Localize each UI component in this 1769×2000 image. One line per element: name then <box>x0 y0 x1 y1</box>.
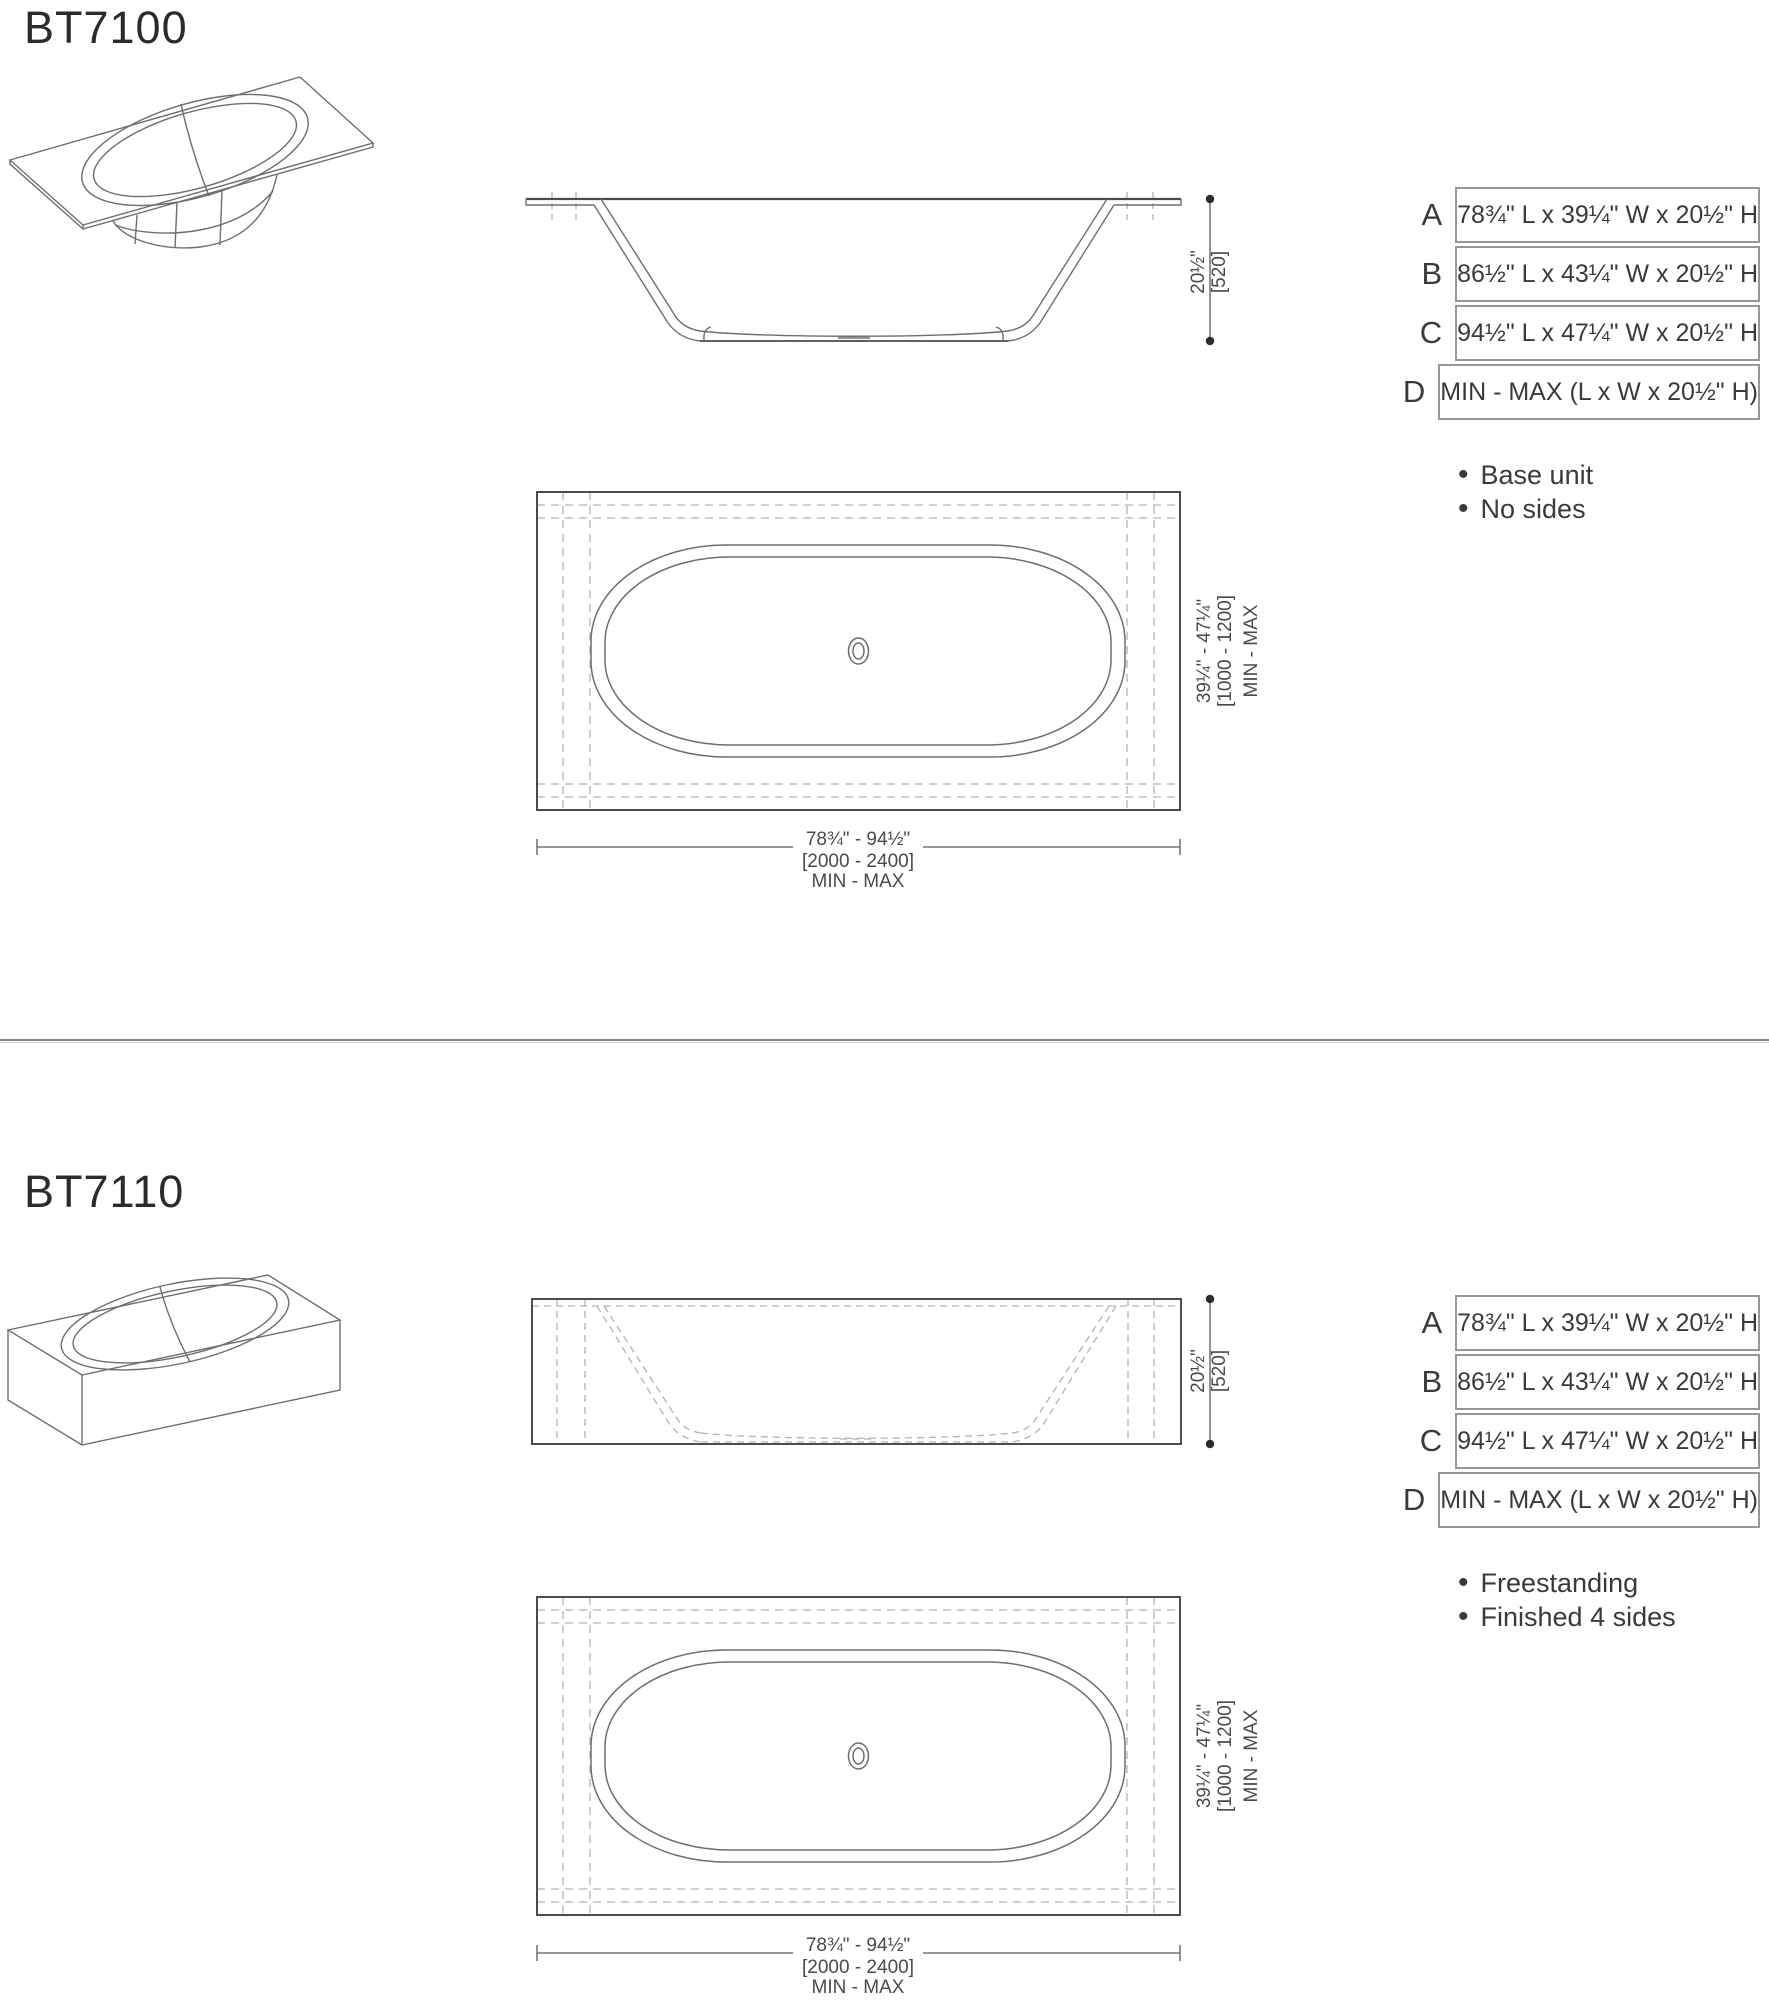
spec-row-value: MIN - MAX (L x W x 20½" H) <box>1438 364 1760 420</box>
length-minmax-label-bt7100: MIN - MAX <box>811 871 905 892</box>
isometric-drawing-bt7100 <box>5 65 405 265</box>
spec-row-label: B <box>1421 256 1443 291</box>
spec-row-label: B <box>1421 1364 1443 1399</box>
spec-row-value: 78¾" L x 39¼" W x 20½" H <box>1455 187 1760 243</box>
width-dimension-label-bt7100: 39¼" - 47¼" [1000 - 1200] <box>1194 595 1236 707</box>
spec-row-value: 86½" L x 43¼" W x 20½" H <box>1455 246 1760 302</box>
spec-row-a <box>1395 187 1760 243</box>
spec-row-value: 78¾" L x 39¼" W x 20½" H <box>1455 1295 1760 1351</box>
feature-item: • Base unit <box>1458 458 1593 492</box>
spec-row-d <box>1395 1472 1760 1528</box>
feature-list-bt7100 <box>1458 458 1593 526</box>
length-dimension-label-bt7100: 78¾" - 94½" [2000 - 2400] <box>802 829 914 872</box>
feature-item: • No sides <box>1458 492 1593 526</box>
spec-row-value: 94½" L x 47¼" W x 20½" H <box>1455 1413 1760 1469</box>
plan-view-drawing-bt7110 <box>525 1592 1185 1992</box>
feature-item: • Freestanding <box>1458 1566 1676 1600</box>
spec-row-b <box>1395 1354 1760 1410</box>
width-minmax-label-bt7100: MIN - MAX <box>1241 604 1262 698</box>
section-divider <box>0 1039 1769 1043</box>
spec-row-label: C <box>1419 315 1443 350</box>
height-dimension-label-bt7110: 20½" [520] <box>1188 1349 1230 1393</box>
spec-row-value: 94½" L x 47¼" W x 20½" H <box>1455 305 1760 361</box>
spec-row-label: A <box>1421 1305 1443 1340</box>
width-minmax-label-bt7110: MIN - MAX <box>1241 1709 1262 1803</box>
height-dimension-label-bt7100: 20½" [520] <box>1188 250 1230 294</box>
isometric-drawing-bt7110 <box>5 1262 365 1462</box>
spec-row-value: 86½" L x 43¼" W x 20½" H <box>1455 1354 1760 1410</box>
spec-row-b <box>1395 246 1760 302</box>
spec-row-value: MIN - MAX (L x W x 20½" H) <box>1438 1472 1760 1528</box>
spec-row-c <box>1395 1413 1760 1469</box>
length-minmax-label-bt7110: MIN - MAX <box>811 1977 905 1998</box>
spec-row-c <box>1395 305 1760 361</box>
spec-row-label: D <box>1402 1482 1426 1517</box>
width-dimension-label-bt7110: 39¼" - 47¼" [1000 - 1200] <box>1194 1700 1236 1812</box>
spec-row-a <box>1395 1295 1760 1351</box>
feature-list-bt7110 <box>1458 1566 1676 1634</box>
side-view-drawing-bt7110 <box>520 1292 1220 1472</box>
model-title-bt7100: BT7100 <box>24 2 188 53</box>
length-dimension-label-bt7110: 78¾" - 94½" [2000 - 2400] <box>802 1935 914 1978</box>
spec-row-label: D <box>1402 374 1426 409</box>
side-view-drawing-bt7100 <box>520 192 1220 372</box>
plan-view-drawing-bt7100 <box>525 487 1185 877</box>
model-title-bt7110: BT7110 <box>24 1166 185 1217</box>
spec-row-label: A <box>1421 197 1443 232</box>
spec-row-d <box>1395 364 1760 420</box>
feature-item: • Finished 4 sides <box>1458 1600 1676 1634</box>
spec-row-label: C <box>1419 1423 1443 1458</box>
